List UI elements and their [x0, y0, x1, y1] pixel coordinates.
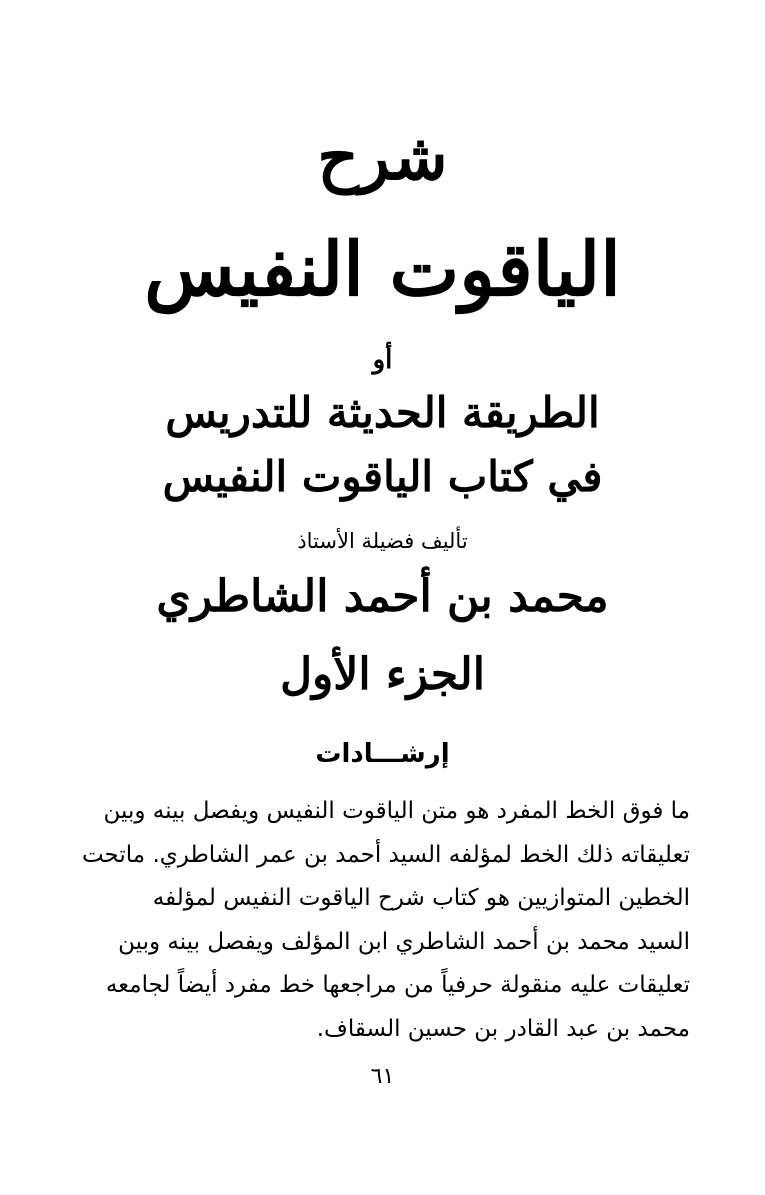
title-main: شرح	[317, 120, 448, 195]
author-name: محمد بن أحمد الشاطري	[156, 571, 609, 622]
title-or: أو	[372, 345, 393, 375]
guidance-line: تعليقاته ذلك الخط لمؤلفه السيد أحمد بن عمر الشاطري. ماتحت	[81, 841, 690, 868]
guidance-heading: إرشـــادات	[315, 739, 450, 769]
volume-part: الجزء الأول	[280, 649, 485, 700]
subtitle-line-1: الطريقة الحديثة للتدريس	[165, 388, 600, 437]
title-book-name: الياقوت النفيس	[144, 227, 621, 313]
guidance-line: السيد محمد بن أحمد الشاطري ابن المؤلف ويفصل بينه وبين	[118, 928, 690, 955]
guidance-line: تعليقات عليه منقولة حرفياً من مراجعها خط مفرد أيضاً لجامعه	[105, 972, 690, 998]
guidance-line: ما فوق الخط المفرد هو متن الياقوت النفيس ويفصل بينه وبين	[103, 798, 690, 824]
page-number: ٦١	[370, 1064, 395, 1089]
guidance-line: محمد بن عبد القادر بن حسين السقاف.	[316, 1015, 690, 1042]
byline: تأليف فضيلة الأستاذ	[297, 529, 468, 553]
guidance-line: الخطين المتوازيين هو كتاب شرح الياقوت النفيس لمؤلفه	[152, 885, 690, 911]
guidance-paragraph	[78, 790, 690, 1051]
subtitle-line-2: في كتاب الياقوت النفيس	[162, 452, 603, 501]
